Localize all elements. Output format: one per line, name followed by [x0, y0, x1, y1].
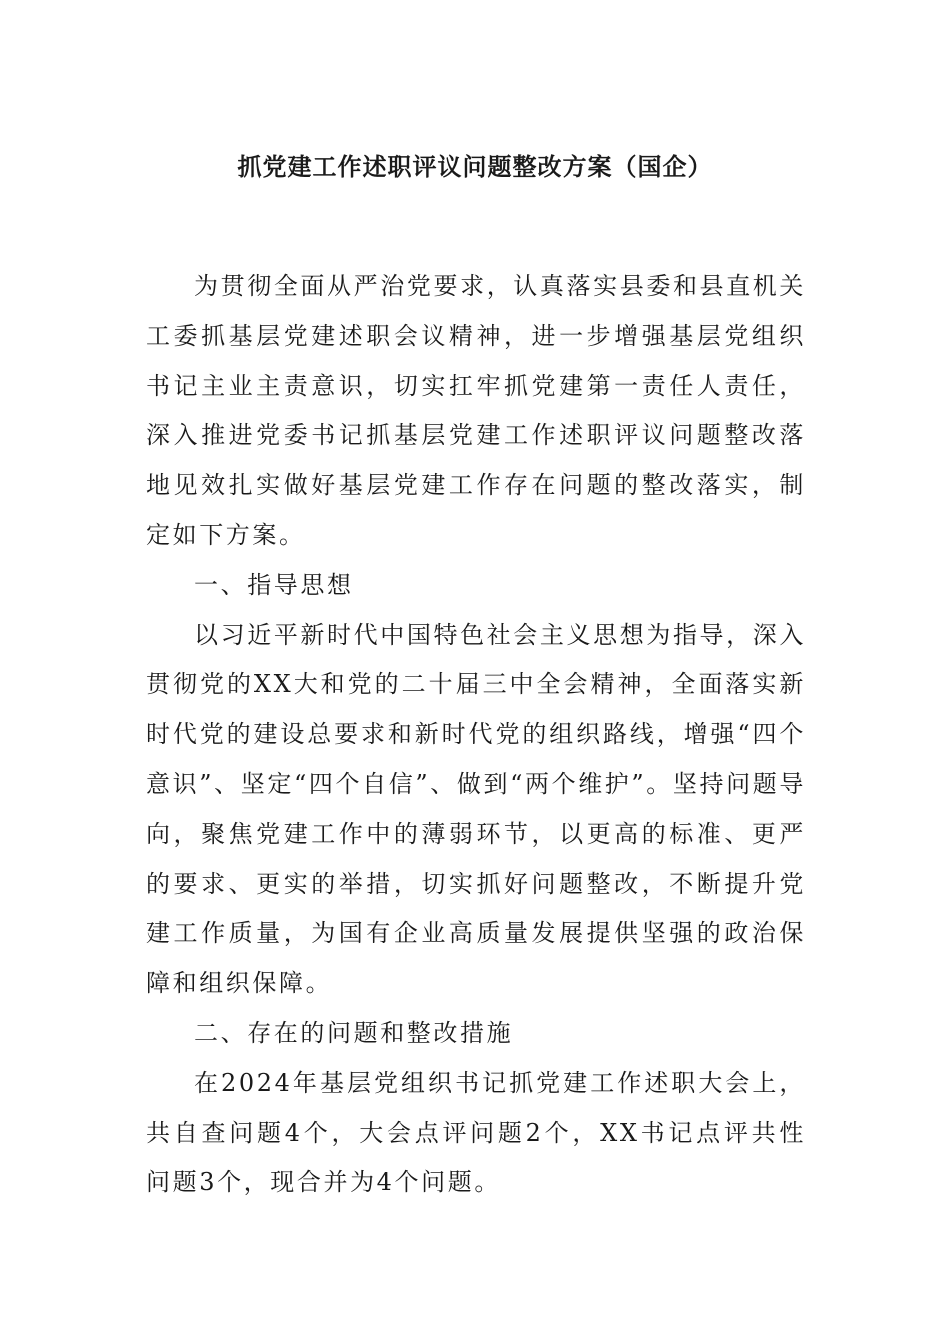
intro-paragraph: 为贯彻全面从严治党要求，认真落实县委和县直机关工委抓基层党建述职会议精神，进一步增强基层党组织书记主业主责意识，切实扛牢抓党建第一责任人责任，深入推进党委书记抓基层党建工作述职评议问题整改落地见效扎实做好基层党建工作存在问题的整改落实，制定如下方案。 [146, 272, 806, 549]
section-heading-problems-measures: 二、存在的问题和整改措施 [194, 1018, 514, 1047]
document-body [146, 262, 806, 1208]
guiding-thought-paragraph: 以习近平新时代中国特色社会主义思想为指导，深入贯彻党的XX大和党的二十届三中全会精神，全面落实新时代党的建设总要求和新时代党的组织路线，增强“四个意识”、坚定“四个自信”、做到“两个维护”。坚持问题导向，聚焦党建工作中的薄弱环节，以更高的标准、更严的要求、更实的举措，切实抓好问题整改，不断提升党建工作质量，为国有企业高质量发展提供坚强的政治保障和组织保障。 [146, 620, 806, 998]
problems-summary-paragraph: 在2024年基层党组织书记抓党建工作述职大会上，共自查问题4个，大会点评问题2个，XX书记点评共性问题3个，现合并为4个问题。 [146, 1068, 806, 1197]
document-title: 抓党建工作述职评议问题整改方案（国企） [237, 152, 713, 181]
section-heading-guiding-thought: 一、指导思想 [194, 570, 354, 599]
